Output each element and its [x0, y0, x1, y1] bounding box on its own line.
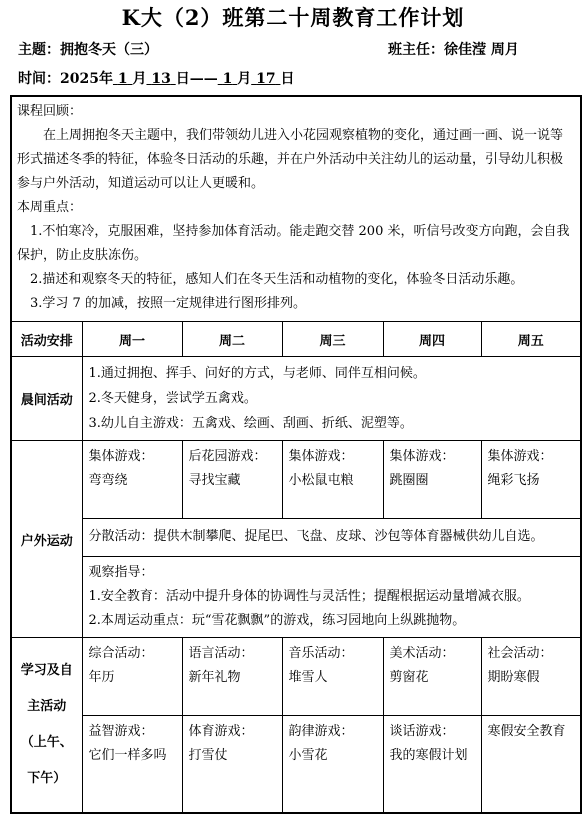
plan-table	[10, 95, 582, 814]
study-tue-2: 体育游戏： 打雪仗	[182, 716, 282, 814]
day-header-tue: 周二	[182, 322, 282, 357]
morning-content	[82, 357, 581, 441]
scatter-text: 分散活动：提供木制攀爬、捉尾巴、飞盘、皮球、沙包等体育器械供幼儿自选。	[88, 529, 544, 544]
game-type: 集体游戏：	[487, 449, 553, 464]
outdoor-game-tue	[182, 441, 282, 519]
time-month-end: 1	[222, 71, 233, 87]
scatter-activity	[82, 519, 581, 557]
theme-line	[18, 39, 158, 59]
day-header-wed: 周三	[282, 322, 383, 357]
game-type: 集体游戏：	[288, 449, 354, 464]
theme-value: 拥抱冬天（三）	[60, 42, 158, 58]
outdoor-game-wed	[282, 441, 383, 519]
theme-label: 主题：	[18, 42, 60, 58]
observation-guide	[82, 557, 581, 638]
morning-item-2: 2.冬天健身，尝试学五禽戏。	[88, 391, 257, 406]
morning-item-3: 3.幼儿自主游戏：五禽戏、绘画、刮画、折纸、泥塑等。	[88, 416, 413, 431]
game-type: 后花园游戏：	[188, 449, 267, 464]
time-day-start: 13	[151, 71, 171, 87]
game-name: 寻找宝藏	[188, 473, 241, 488]
review-text: 在上周拥抱冬天主题中，我们带领幼儿进入小花园观察植物的变化，通过画一画、说一说等形式描述冬季的特征，体验冬日活动的乐趣，并在户外活动中关注幼儿的运动量，引导幼儿积极参与户外活动，知道运动可以让人更暖和。	[17, 128, 564, 191]
teacher-line	[388, 39, 519, 59]
time-line	[18, 68, 294, 88]
outdoor-game-mon	[82, 441, 182, 519]
study-mon-2: 益智游戏： 它们一样多吗	[82, 716, 182, 814]
focus-item-1: 1.不怕寒冷，克服困难，坚持参加体育活动。能走跑交替 200 米，听信号改变方向跑，会自我保护，防止皮肤冻伤。	[17, 224, 570, 263]
time-year: 2025	[60, 71, 99, 87]
schedule-label: 活动安排	[11, 322, 82, 357]
study-wed-1: 音乐活动： 堆雪人	[282, 638, 383, 716]
page-title: K大（2）班第二十周教育工作计划	[121, 5, 465, 30]
teacher-label: 班主任：	[388, 42, 444, 58]
time-day-unit-2: 日	[280, 71, 295, 87]
study-wed-2: 韵律游戏： 小雪花	[282, 716, 383, 814]
outdoor-game-thu	[383, 441, 481, 519]
morning-label: 晨间活动	[11, 357, 82, 441]
time-month-unit-2: 月	[237, 71, 252, 87]
time-day-end: 17	[256, 71, 276, 87]
study-mon-1: 综合活动： 年历	[82, 638, 182, 716]
day-header-thu: 周四	[383, 322, 481, 357]
review-heading: 课程回顾：	[17, 104, 83, 119]
focus-item-2: 2.描述和观察冬天的特征，感知人们在冬天生活和动植物的变化，体验冬日活动乐趣。	[30, 272, 524, 287]
time-label: 时间：	[18, 71, 60, 87]
guide-heading: 观察指导：	[88, 565, 154, 580]
time-day-unit: 日——	[175, 71, 218, 87]
time-month-start: 1	[117, 71, 128, 87]
study-fri-2: 寒假安全教育	[481, 716, 581, 814]
time-year-unit: 年	[98, 71, 113, 87]
study-thu-1: 美术活动： 剪窗花	[383, 638, 481, 716]
outdoor-game-fri	[481, 441, 581, 519]
focus-heading: 本周重点：	[17, 200, 83, 215]
guide-item-2: 2.本周运动重点：玩“雪花飘飘”的游戏，练习园地向上纵跳抛物。	[88, 613, 466, 628]
day-header-fri: 周五	[481, 322, 581, 357]
outdoor-label: 户外运动	[11, 441, 82, 638]
time-month-unit: 月	[132, 71, 147, 87]
review-section	[11, 96, 581, 322]
game-name: 弯弯绕	[88, 473, 128, 488]
study-fri-1: 社会活动： 期盼寒假	[481, 638, 581, 716]
morning-item-1: 1.通过拥抱、挥手、问好的方式，与老师、同伴互相问候。	[88, 366, 426, 381]
study-tue-1: 语言活动： 新年礼物	[182, 638, 282, 716]
teacher-value: 徐佳滢 周月	[444, 42, 519, 58]
focus-item-3: 3.学习 7 的加减，按照一定规律进行图形排列。	[30, 296, 306, 311]
guide-item-1: 1.安全教育：活动中提升身体的协调性与灵活性；提醒根据运动量增减衣服。	[88, 589, 530, 604]
game-name: 绳彩飞扬	[487, 473, 540, 488]
study-label: 学习及自 主活动 （上午、 下午）	[11, 638, 82, 814]
game-type: 集体游戏：	[389, 449, 455, 464]
game-name: 跳圈圈	[389, 473, 429, 488]
study-thu-2: 谈话游戏： 我的寒假计划	[383, 716, 481, 814]
day-header-mon: 周一	[82, 322, 182, 357]
game-type: 集体游戏：	[88, 449, 154, 464]
game-name: 小松鼠屯粮	[288, 473, 354, 488]
